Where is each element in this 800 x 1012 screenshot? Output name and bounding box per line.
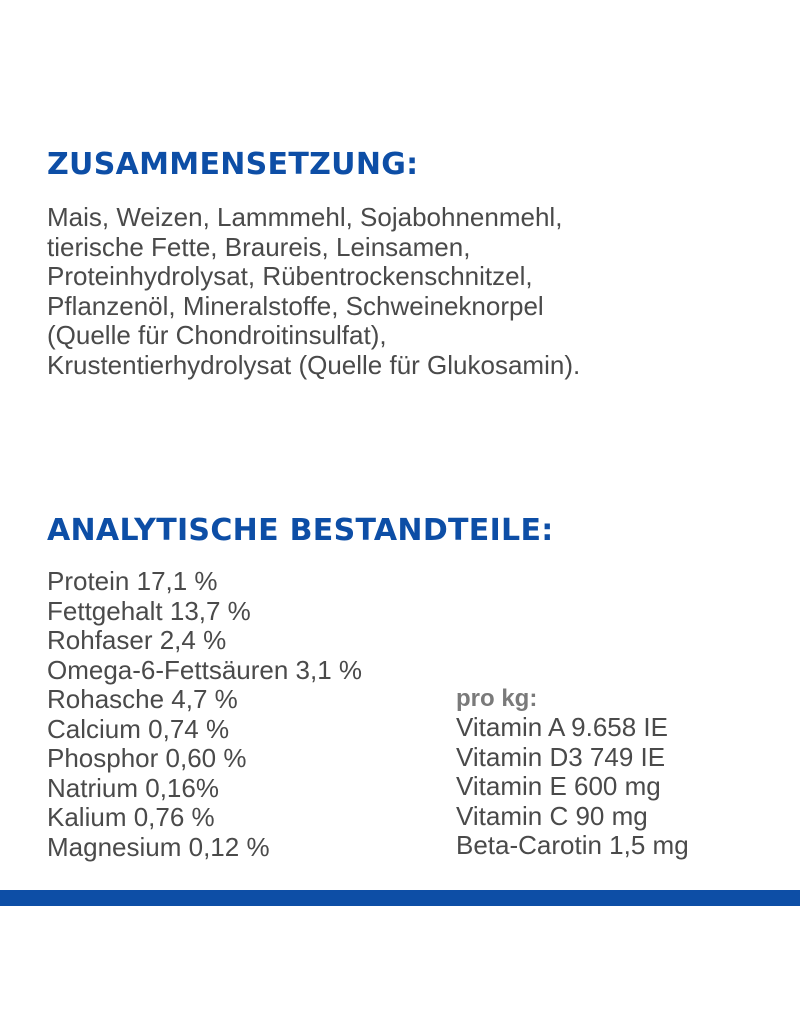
footer-bar [0, 890, 800, 906]
composition-heading: ZUSAMMENSETZUNG: [47, 147, 419, 182]
composition-text: Mais, Weizen, Lammmehl, Sojabohnenmehl, tierische Fette, Braureis, Leinsamen, Proteinhydrolysat, Rübentrockenschnitzel, Pflanzenöl, Mineralstoffe, Schweineknorpel (Quelle für Chondroitinsulfat), Krustentierhydrolysat (Quelle für Glukosamin). [47, 202, 581, 380]
list-item: Rohasche 4,7 % [47, 684, 238, 714]
list-item: Fettgehalt 13,7 % [47, 595, 251, 626]
vitamin-list [456, 713, 689, 861]
list-item: Natrium 0,16% [47, 772, 219, 803]
per-kg-heading: pro kg: [456, 685, 538, 712]
list-item: Calcium 0,74 % [47, 713, 230, 744]
list-item: Vitamin D3 749 IE [456, 741, 666, 772]
list-item: Magnesium 0,12 % [47, 831, 270, 862]
list-item: Protein 17,1 % [47, 566, 218, 596]
list-item: Kalium 0,76 % [47, 802, 215, 832]
list-item: Rohfaser 2,4 % [47, 625, 227, 655]
list-item: Vitamin C 90 mg [456, 800, 648, 831]
list-item: Omega-6-Fettsäuren 3,1 % [47, 654, 363, 685]
analytical-heading: ANALYTISCHE BESTANDTEILE: [47, 513, 554, 548]
list-item: Vitamin A 9.658 IE [456, 712, 668, 742]
list-item: Vitamin E 600 mg [456, 771, 661, 801]
analytical-list [47, 567, 362, 862]
list-item: Phosphor 0,60 % [47, 743, 247, 773]
list-item: Beta-Carotin 1,5 mg [456, 830, 689, 860]
